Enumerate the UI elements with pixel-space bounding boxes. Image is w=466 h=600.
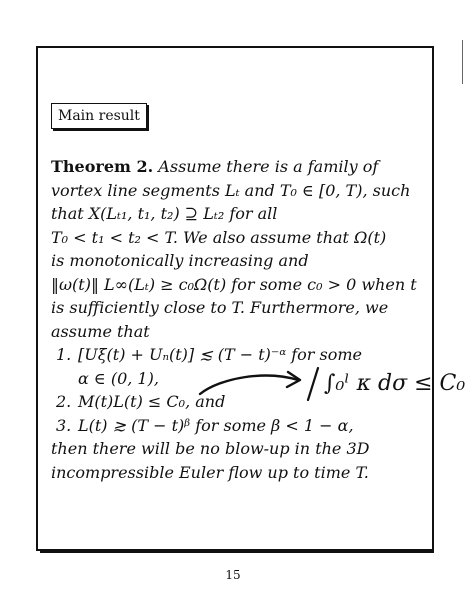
theorem-line: assume that [51, 321, 150, 341]
page-number: 15 [225, 568, 241, 582]
page-edge-mark [462, 40, 463, 84]
item-number: 2. [56, 392, 72, 411]
handwritten-arrow [200, 376, 298, 394]
item-text: α ∈ (0, 1), [78, 368, 159, 388]
theorem-line: ‖ω(t)‖ L∞(Lₜ) ≥ c₀Ω(t) for some c₀ > 0 when t [51, 274, 417, 294]
theorem-line [51, 155, 427, 179]
handwritten-stroke [308, 368, 318, 400]
theorem-label: Theorem 2. [51, 157, 154, 176]
item-number: 1. [56, 345, 72, 364]
item-text: M(t)L(t) ≤ C₀, and [78, 392, 226, 411]
handwritten-note: ∫₀ˡ κ dσ ≤ C₀ [324, 371, 466, 396]
section-badge: Main result [51, 103, 147, 129]
item-number: 3. [56, 415, 72, 435]
theorem-block [51, 155, 427, 484]
theorem-line: vortex line segments Lₜ and T₀ ∈ [0, T), such [51, 180, 411, 200]
handwritten-annotation [180, 350, 466, 410]
assumption-item [51, 414, 427, 438]
item-text: L(t) ≳ (T − t)ᵝ for some β < 1 − α, [78, 415, 354, 435]
theorem-line: T₀ < t₁ < t₂ < T. We also assume that Ω(t) [51, 227, 387, 247]
theorem-line: is sufficiently close to T. Furthermore, we [51, 298, 389, 317]
theorem-line: is monotonically increasing and [51, 251, 309, 270]
theorem-line: that X(Lₜ₁, t₁, t₂) ⊇ Lₜ₂ for all [51, 204, 278, 223]
conclusion-line: incompressible Euler flow up to time T. [51, 462, 369, 482]
item-text: [Uξ(t) + Uₙ(t)] ≲ (T − t)⁻ᵅ for some [78, 345, 363, 364]
conclusion-line: then there will be no blow-up in the 3D [51, 439, 370, 458]
theorem-text: Assume there is a family of [158, 157, 379, 176]
